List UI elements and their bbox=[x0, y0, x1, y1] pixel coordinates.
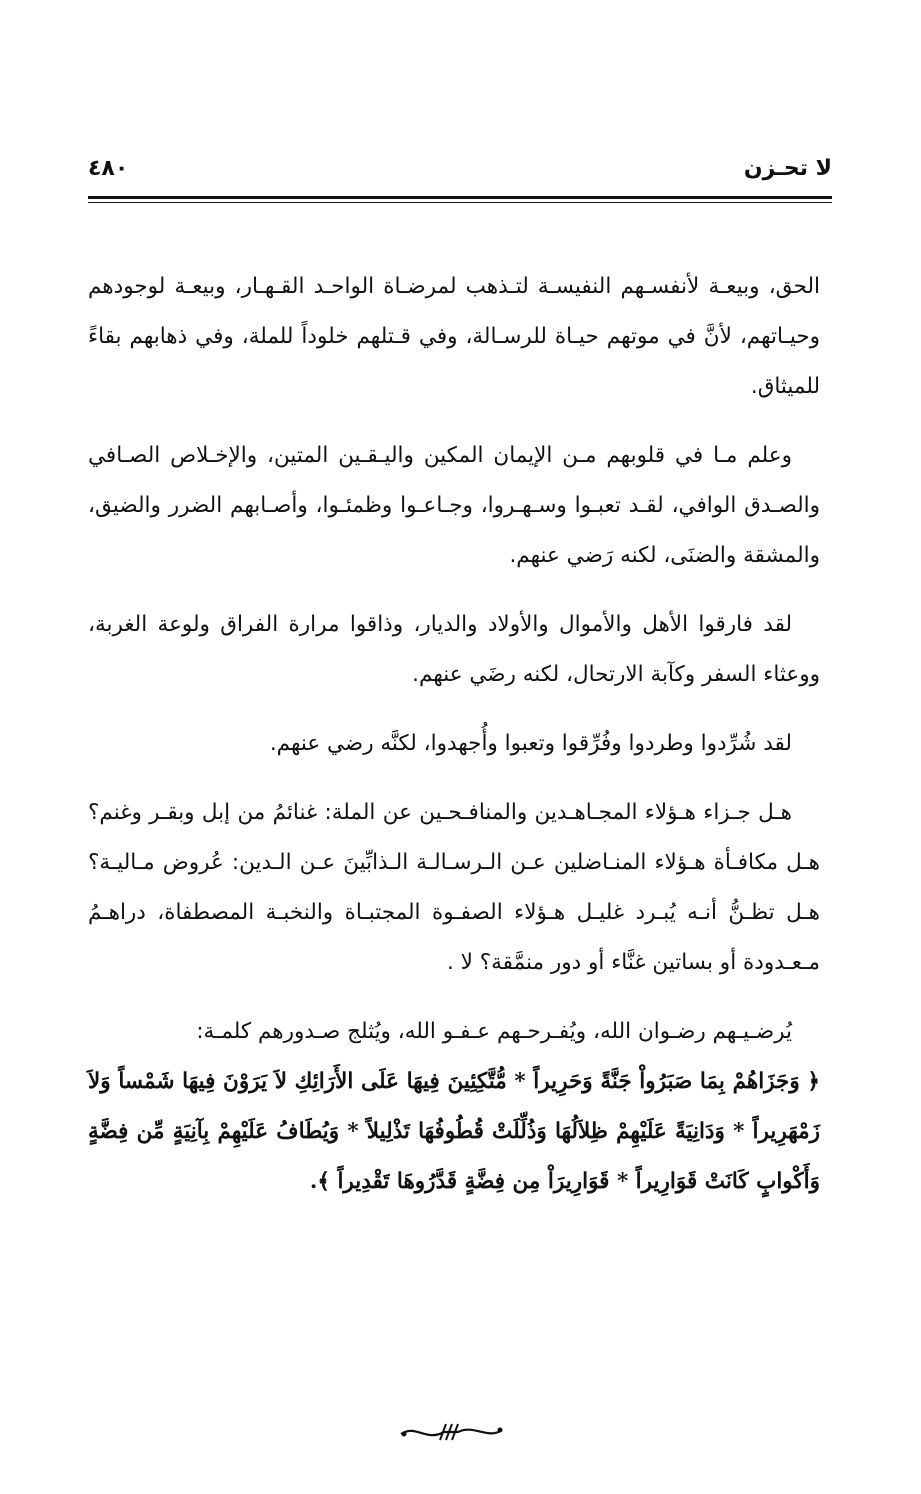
paragraph-6: يُرضـيـهم رضـوان الله، ويُفـرحـهم عـفـو الله، ويُثلج صـدورهم كلمـة: bbox=[196, 1019, 792, 1044]
paragraph-5: هـل جـزاء هـؤلاء المجـاهـدين والمنافـحـين عن الملة: غنائمُ من إبل وبقـر وغنم؟ هـل مكافـأة هـؤلاء المنـاضلين عـن الـرسـالـة الـذابِّينَ عـن الـدين: عُروض مـاليـة؟ هـل تظـنُّ أنـه يُبـرد غليـل هـؤلاء الصفـوة المجتبـاة والنخبـة المصطفاة، دراهـمُ مـعـدودة أو بساتين غنَّاء أو دور منمَّقة؟ لا . bbox=[88, 800, 820, 975]
paragraph-3: لقد فارقوا الأهل والأموال والأولاد والديار، وذاقوا مرارة الفراق ولوعة الغربة، ووعثاء السفر وكآبة الارتحال، لكنه رضَي عنهم. bbox=[88, 612, 820, 687]
book-title: لا تحـزن bbox=[743, 156, 832, 181]
paragraph-2: وعلم مـا في قلوبهم مـن الإيمان المكين واليـقـين المتين، والإخـلاص الصـافي والصـدق الوافي، لقـد تعبـوا وسـهـروا، وجـاعـوا وظمئـوا، وأصـابهم الضرر والضيق، والمشقة والضنَى، لكنه رَضي عنهم. bbox=[88, 443, 820, 568]
quran-verse: ﴿ وَجَزَاهُمْ بِمَا صَبَرُواْ جَنَّةً وَحَرِيراً * مُّتَّكِئِينَ فِيهَا عَلَى الأَرَائِكِ لاَ يَرَوْنَ فِيهَا شَمْساً وَلاَ زَمْهَرِيراً * وَدَانِيَةً عَلَيْهِمْ ظِلاَلُهَا وَذُلِّلَتْ قُطُوفُهَا تَذْلِيلاً * وَيُطَافُ عَلَيْهِمْ بِآنِيَةٍ مِّن فِضَّةٍ وَأَكْوابٍ كَانَتْ قَوَارِيراً * قَوَارِيرَاْ مِن فِضَّةٍ قَدَّرُوهَا تَقْدِيراً ﴾. bbox=[88, 1069, 820, 1194]
page-number: ٤٨٠ bbox=[88, 156, 129, 181]
section-end-ornament bbox=[396, 1420, 506, 1444]
paragraph-1: الحق، وبيعـة لأنفسـهم النفيسـة لتـذهب لمرضـاة الواحـد القـهـار، وبيعـة لوجودهم وحيـاتهم، لأنَّ في موتهم حيـاة للرسـالة، وفي قـتلهم خلوداً للملة، وفي ذهابهم بقاءً للميثاق. bbox=[88, 274, 820, 399]
header-rule-thick bbox=[88, 196, 832, 199]
paragraph-4: لقد شُرِّدوا وطردوا وفُرِّقوا وتعبوا وأُجهدوا، لكنَّه رضي عنهم. bbox=[269, 731, 792, 756]
header-rule-thin bbox=[88, 202, 832, 203]
page-header bbox=[88, 150, 832, 196]
page-body bbox=[88, 262, 820, 1226]
